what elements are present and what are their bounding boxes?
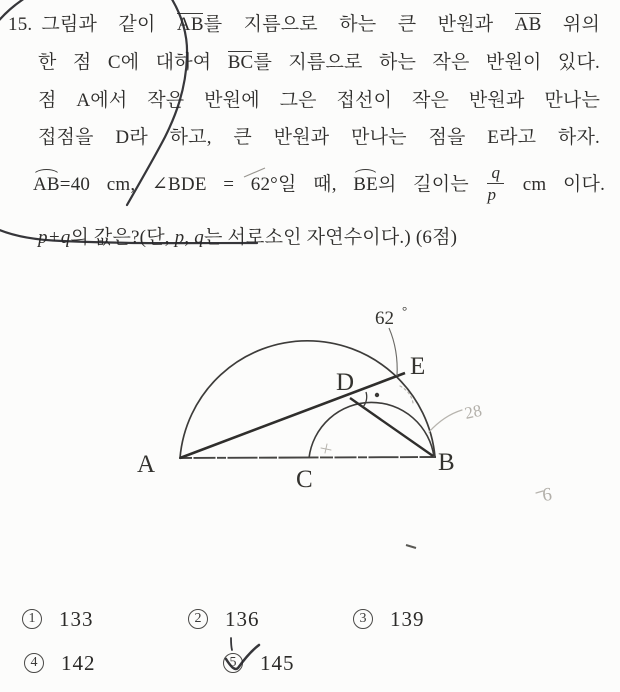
label-A: A bbox=[137, 451, 156, 478]
overline-AB: AB bbox=[176, 14, 204, 35]
segment-AB bbox=[179, 457, 436, 458]
pencil-note-6: 6 bbox=[541, 484, 553, 506]
problem-line-5 bbox=[33, 163, 606, 205]
arc-BE: BE bbox=[353, 173, 378, 195]
tangent-line-ADE bbox=[180, 373, 405, 458]
small-semicircle-arc bbox=[309, 402, 434, 458]
problem-line-3 bbox=[38, 88, 600, 114]
option-1-value: 133 bbox=[59, 606, 94, 631]
label-C: C bbox=[296, 466, 313, 493]
line1-text-2: 를 지름으로 하는 큰 반원과 bbox=[203, 14, 494, 35]
line3-text: 점 A에서 작은 반원에 그은 접선이 작은 반원과 만나는 bbox=[38, 90, 600, 111]
math-p-plus-q: p+q bbox=[38, 227, 71, 248]
pencil-cross-mark bbox=[321, 444, 331, 453]
problem-line-1 bbox=[8, 12, 600, 38]
circled-digit-3: 3 bbox=[353, 609, 373, 629]
line2-text-2: 를 지름으로 하는 작은 반원이 있다. bbox=[253, 52, 600, 73]
line2-text-1: 한 점 C에 대하여 bbox=[38, 52, 212, 73]
pencil-note-28: 28 bbox=[462, 400, 484, 423]
label-D: D bbox=[336, 369, 355, 396]
problem-line-4 bbox=[38, 125, 600, 151]
problem-line-6 bbox=[38, 225, 598, 251]
pencil-dash-before-6 bbox=[536, 491, 543, 493]
line5-angle-statement: ∠BDE = 62°일 때, bbox=[151, 173, 337, 195]
label-E: E bbox=[410, 353, 426, 380]
pencil-dashed-arc bbox=[400, 386, 413, 403]
label-B: B bbox=[438, 449, 455, 476]
math-p-q: p, q bbox=[174, 227, 204, 248]
overline-BC: BC bbox=[227, 52, 254, 73]
fraction-q-over-p bbox=[487, 164, 504, 203]
option-2-value: 136 bbox=[225, 606, 260, 631]
line5-text-3: 의 길이는 bbox=[377, 173, 469, 195]
angle-value-label: 62 bbox=[375, 308, 394, 329]
option-3 bbox=[353, 605, 425, 633]
problem-number: 15. bbox=[8, 14, 33, 35]
large-semicircle-arc bbox=[180, 341, 435, 458]
line6-text-1: 의 값은?(단, bbox=[70, 227, 170, 248]
line1-text-3: 위의 bbox=[562, 14, 601, 35]
angle-BDE-mark bbox=[363, 392, 367, 407]
segment-DB bbox=[350, 398, 433, 456]
arc-AB: AB bbox=[33, 173, 60, 195]
pencil-leader-line bbox=[429, 410, 462, 432]
option-4 bbox=[24, 649, 96, 677]
option-5-value: 145 bbox=[260, 650, 295, 675]
circled-digit-1: 1 bbox=[22, 609, 42, 629]
fraction-numerator: q bbox=[487, 164, 504, 184]
line6-text-2: 는 서로소인 자연수이다.) (6점) bbox=[203, 227, 458, 248]
circled-digit-4: 4 bbox=[24, 653, 44, 673]
line5-text-1: =40 cm, bbox=[59, 173, 136, 195]
option-3-value: 139 bbox=[390, 606, 425, 631]
option-5 bbox=[223, 649, 295, 677]
angle-dot bbox=[375, 393, 379, 397]
overline-AB: AB bbox=[514, 14, 542, 35]
degree-symbol: ° bbox=[402, 303, 408, 318]
line4-text: 접점을 D라 하고, 큰 반원과 만나는 점을 E라고 하자. bbox=[38, 127, 600, 148]
circled-digit-2: 2 bbox=[188, 609, 208, 629]
option-2 bbox=[188, 605, 260, 633]
option-4-value: 142 bbox=[61, 650, 96, 675]
line1-text-1: 그림과 같이 bbox=[41, 14, 156, 35]
line5-text-4: cm 이다. bbox=[522, 173, 606, 195]
circled-digit-5: 5 bbox=[223, 653, 243, 673]
fraction-denominator: p bbox=[487, 185, 497, 204]
angle-label-leader-line bbox=[389, 328, 397, 376]
option-1 bbox=[22, 605, 94, 633]
stray-ink-dash bbox=[406, 545, 416, 548]
problem-line-2 bbox=[38, 50, 600, 76]
